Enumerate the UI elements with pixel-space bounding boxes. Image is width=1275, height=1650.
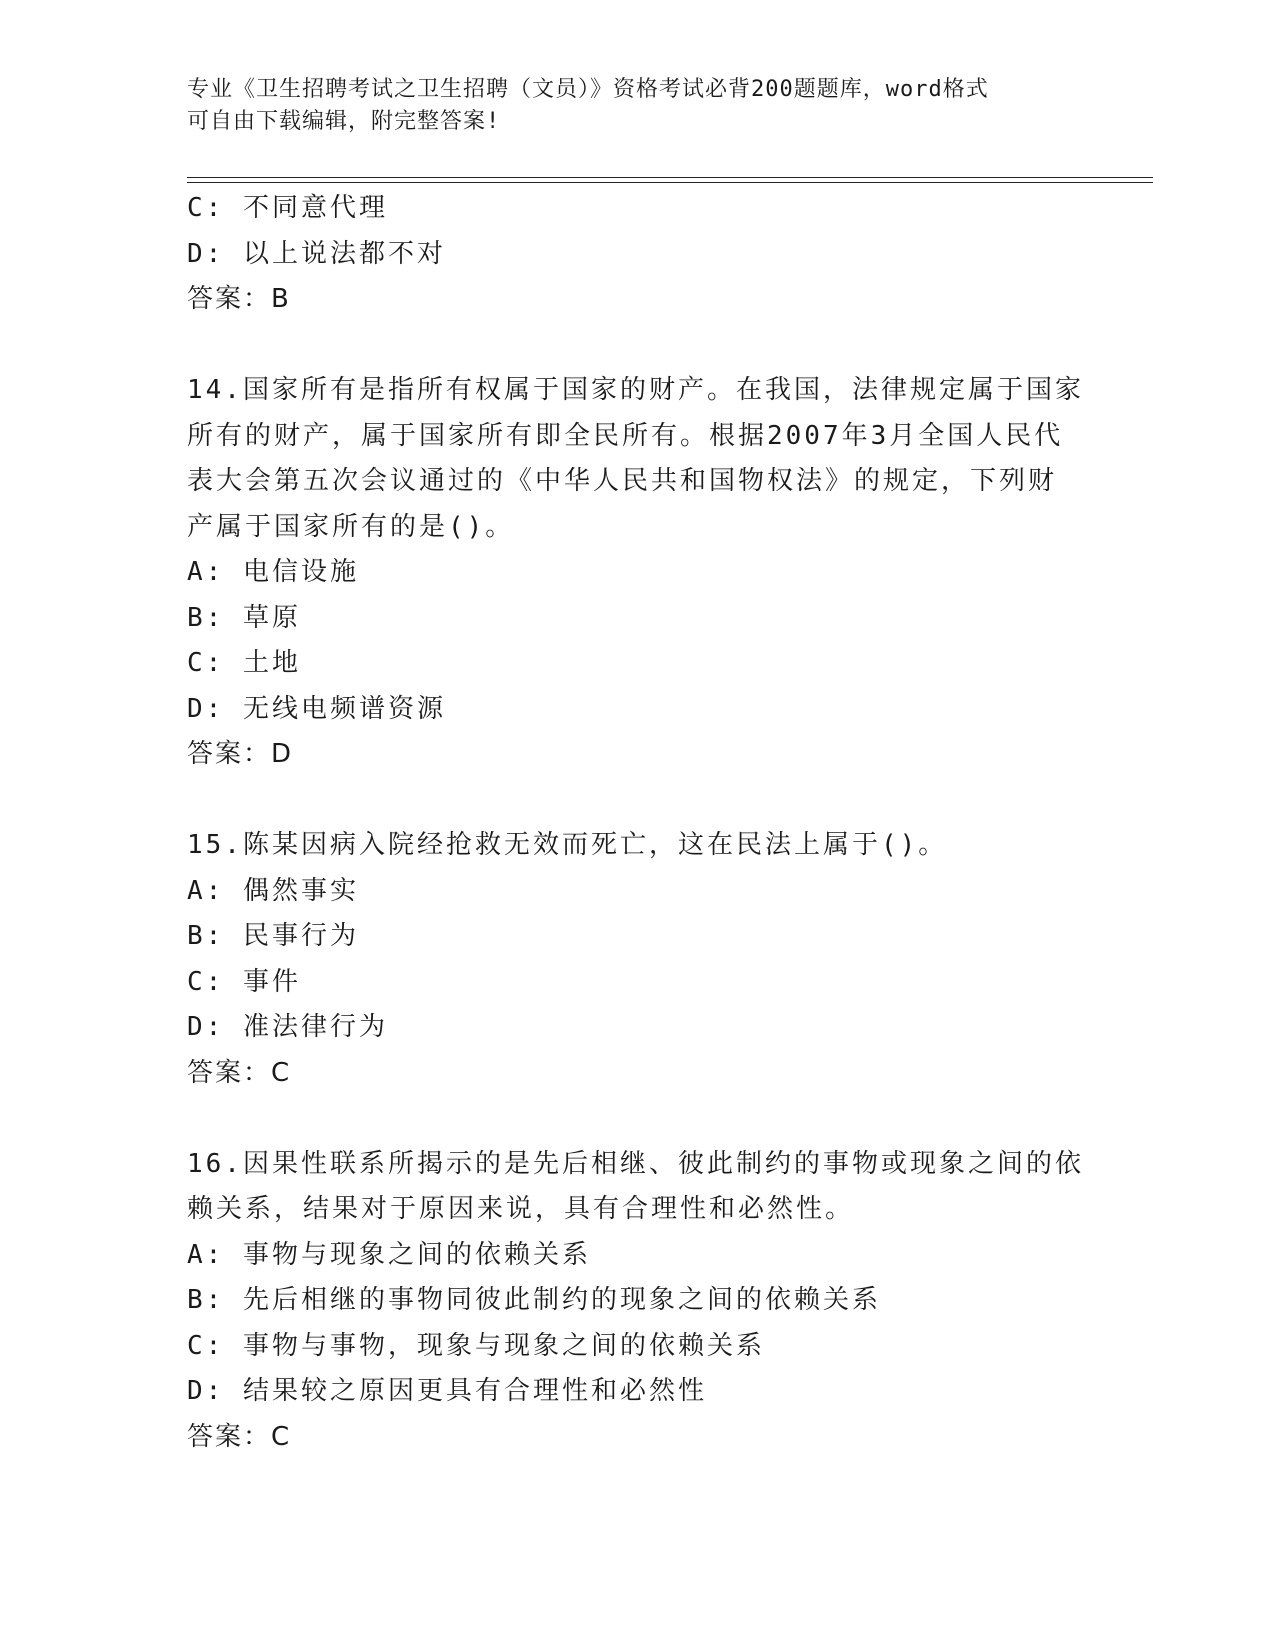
- option-d: D: 准法律行为: [187, 1012, 388, 1042]
- question-list: [187, 186, 1087, 1460]
- header-title-line-1: 专业《卫生招聘考试之卫生招聘（文员）》资格考试必背200题题库，word格式: [187, 77, 989, 102]
- header-divider-top: [187, 177, 1153, 178]
- option-c: C: 不同意代理: [187, 193, 388, 223]
- question-stem-line: 15.陈某因病入院经抢救无效而死亡，这在民法上属于()。: [187, 830, 948, 860]
- document-header: [187, 74, 1067, 138]
- header-title-line-2: 可自由下载编辑，附完整答案!: [187, 109, 501, 134]
- question-16: [187, 1142, 1087, 1461]
- answer-line: 答案：C: [187, 1421, 292, 1452]
- spacer: [187, 323, 1087, 369]
- header-divider-bottom: [187, 182, 1153, 183]
- question-stem-line: 所有的财产，属于国家所有即全民所有。根据2007年3月全国人民代: [187, 420, 1064, 451]
- option-c: C: 土地: [187, 648, 301, 678]
- spacer: [187, 1096, 1087, 1142]
- question-14: [187, 368, 1087, 778]
- option-d: D: 以上说法都不对: [187, 238, 446, 269]
- option-a: A: 偶然事实: [187, 875, 359, 906]
- option-b: B: 草原: [187, 602, 301, 633]
- question-15: [187, 823, 1087, 1096]
- option-b: B: 先后相继的事物同彼此制约的现象之间的依赖关系: [187, 1285, 881, 1315]
- option-c: C: 事件: [187, 966, 301, 997]
- spacer: [187, 778, 1087, 824]
- answer-line: 答案：B: [187, 284, 291, 314]
- option-a: A: 事物与现象之间的依赖关系: [187, 1239, 591, 1270]
- question-stem-line: 产属于国家所有的是()。: [187, 511, 515, 542]
- question-stem-line: 表大会第五次会议通过的《中华人民共和国物权法》的规定，下列财: [187, 466, 1058, 496]
- question-stem-line: 赖关系，结果对于原因来说，具有合理性和必然性。: [187, 1194, 855, 1224]
- option-b: B: 民事行为: [187, 921, 359, 951]
- option-d: D: 无线电频谱资源: [187, 693, 446, 724]
- answer-line: 答案：C: [187, 1057, 292, 1088]
- option-d: D: 结果较之原因更具有合理性和必然性: [187, 1376, 707, 1406]
- option-c: C: 事物与事物，现象与现象之间的依赖关系: [187, 1330, 765, 1361]
- answer-line: 答案：D: [187, 739, 294, 769]
- option-a: A: 电信设施: [187, 557, 359, 587]
- question-13-continued: [187, 186, 1087, 323]
- question-stem-line: 14.国家所有是指所有权属于国家的财产。在我国，法律规定属于国家: [187, 375, 1084, 405]
- question-stem-line: 16.因果性联系所揭示的是先后相继、彼此制约的事物或现象之间的依: [187, 1148, 1084, 1179]
